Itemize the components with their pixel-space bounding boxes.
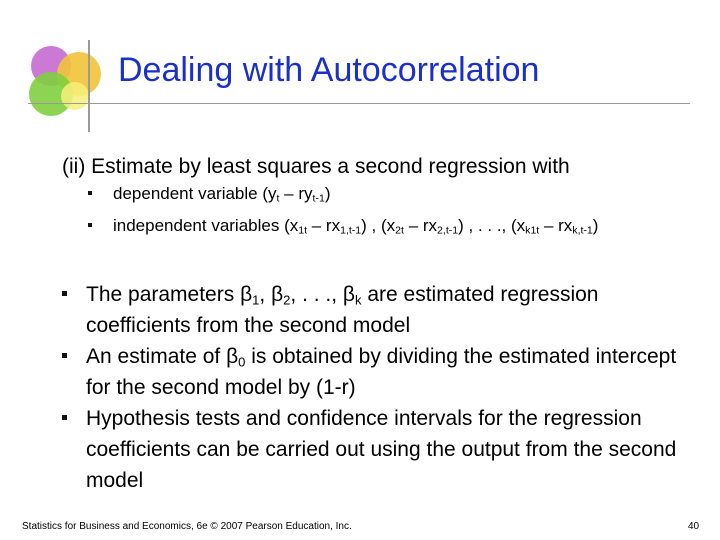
footer-citation: Statistics for Business and Economics, 6e © 2007 Pearson Education, Inc. bbox=[22, 521, 352, 532]
page-number: 40 bbox=[688, 521, 700, 532]
slide-title: Dealing with Autocorrelation bbox=[118, 51, 540, 89]
bullet-marker bbox=[62, 291, 67, 296]
sub-bullet-marker bbox=[88, 191, 92, 195]
bullet-marker bbox=[62, 415, 67, 420]
yellow-circle bbox=[61, 82, 89, 110]
main-statement: (ii) Estimate by least squares a second regression with bbox=[62, 155, 570, 178]
bullet-text: Hypothesis tests and confidence intervals for the regression coefficients can be carried out using the output from the second model bbox=[86, 407, 677, 492]
sub-item-text: independent variables $(x_{1t} - rx_{1,t-1})$ , $(x_{2t} - rx_{2,t-1})$ , . . ., $(x_{k1t} - rx_{k,t-1})$ bbox=[113, 216, 599, 237]
bullet-marker bbox=[62, 353, 67, 358]
sub-bullet-marker bbox=[88, 223, 92, 227]
vertical-divider bbox=[88, 40, 90, 132]
bullet-text: The parameters $\beta_1$, $\beta_2$, . . ., $\beta_k$ are estimated regression coefficients from the second model bbox=[86, 283, 599, 337]
decorative-circles-logo bbox=[25, 40, 105, 120]
sub-item-text: dependent variable $(y_t - ry_{t-1})$ bbox=[113, 184, 331, 205]
horizontal-divider bbox=[28, 103, 690, 104]
bullet-text: An estimate of $\beta_0$ is obtained by dividing the estimated intercept for the second model by (1-r) bbox=[86, 345, 677, 399]
